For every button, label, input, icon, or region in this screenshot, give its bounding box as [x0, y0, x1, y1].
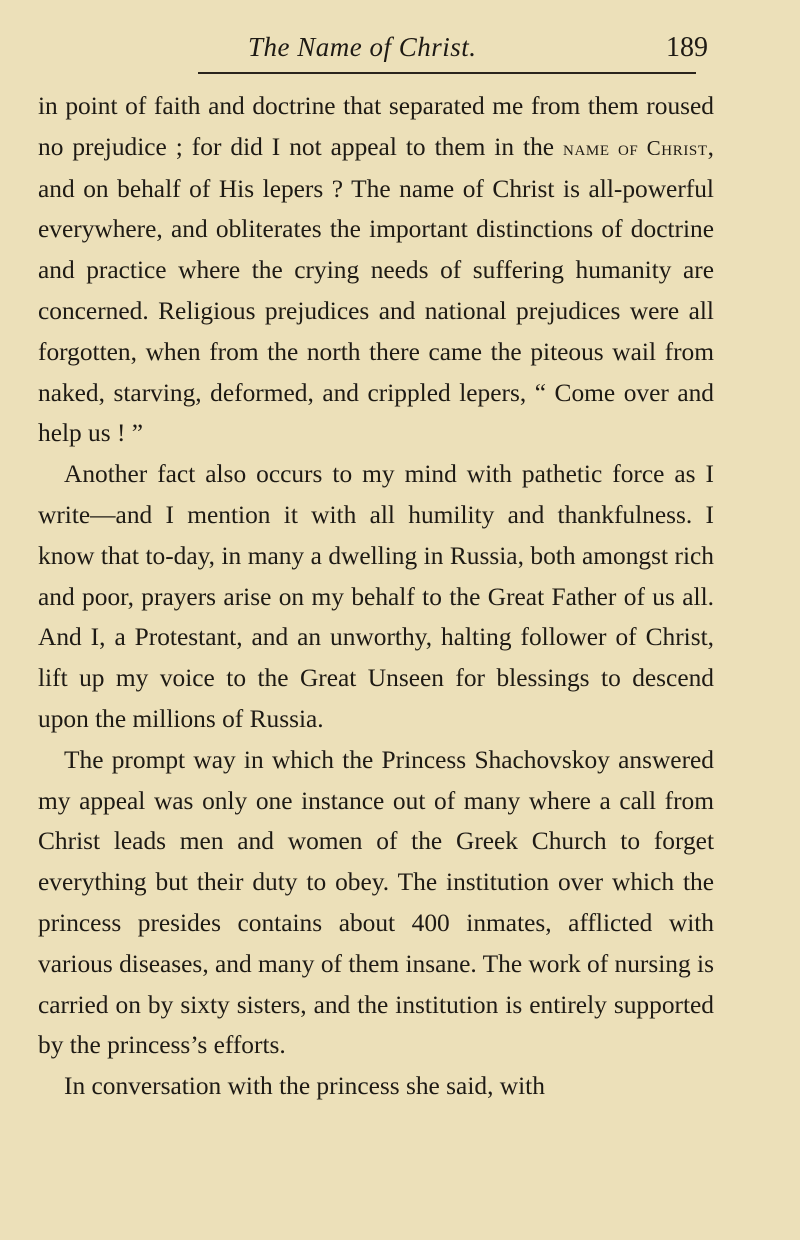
- small-caps-phrase: name of Christ: [563, 135, 708, 160]
- page-number: 189: [666, 32, 708, 63]
- paragraph-2: Another fact also occurs to my mind with pathetic force as I write—and I mention it with all humility and thankfulness. I know that to-day, in many a dwelling in Russia, both amongst rich and poor, prayers arise on my behalf to the Great Father of us all. And I, a Protestant, and an unworthy, halting follower of Christ, lift up my voice to the Great Unseen for blessings to descend upon the millions of Russia.: [38, 460, 714, 733]
- header-rule: [198, 72, 696, 74]
- paragraph-1-text-a: in point of faith and doctrine that separated me from them roused no prejudice ; for did I not appeal to them in the: [38, 92, 714, 161]
- running-title: The Name of Christ.: [248, 32, 477, 62]
- paragraph-3: The prompt way in which the Princess Shachovskoy answered my appeal was only one instance out of many where a call from Christ leads men and women of the Greek Church to forget everything but their duty to obey. The institution over which the princess presides contains about 400 inmates, afflicted with various diseases, and many of them insane. The work of nursing is carried on by sixty sisters, and the institution is entirely supported by the princess’s efforts.: [38, 745, 714, 1060]
- body-text: [38, 86, 714, 1107]
- paragraph-1: [38, 86, 714, 454]
- paragraph-1-text-b: , and on behalf of His lepers ? The name of Christ is all-powerful everywhere, and obliterates the important distinctions of doctrine and practice where the crying needs of suffering humanity are concerned. Religious prejudices and national prejudices were all forgotten, when from the north there came the piteous wail from naked, starving, deformed, and crippled lepers, “ Come over and help us ! ”: [38, 132, 714, 448]
- paragraph-4: In conversation with the princess she said, with: [64, 1072, 545, 1101]
- page-header: [68, 32, 708, 72]
